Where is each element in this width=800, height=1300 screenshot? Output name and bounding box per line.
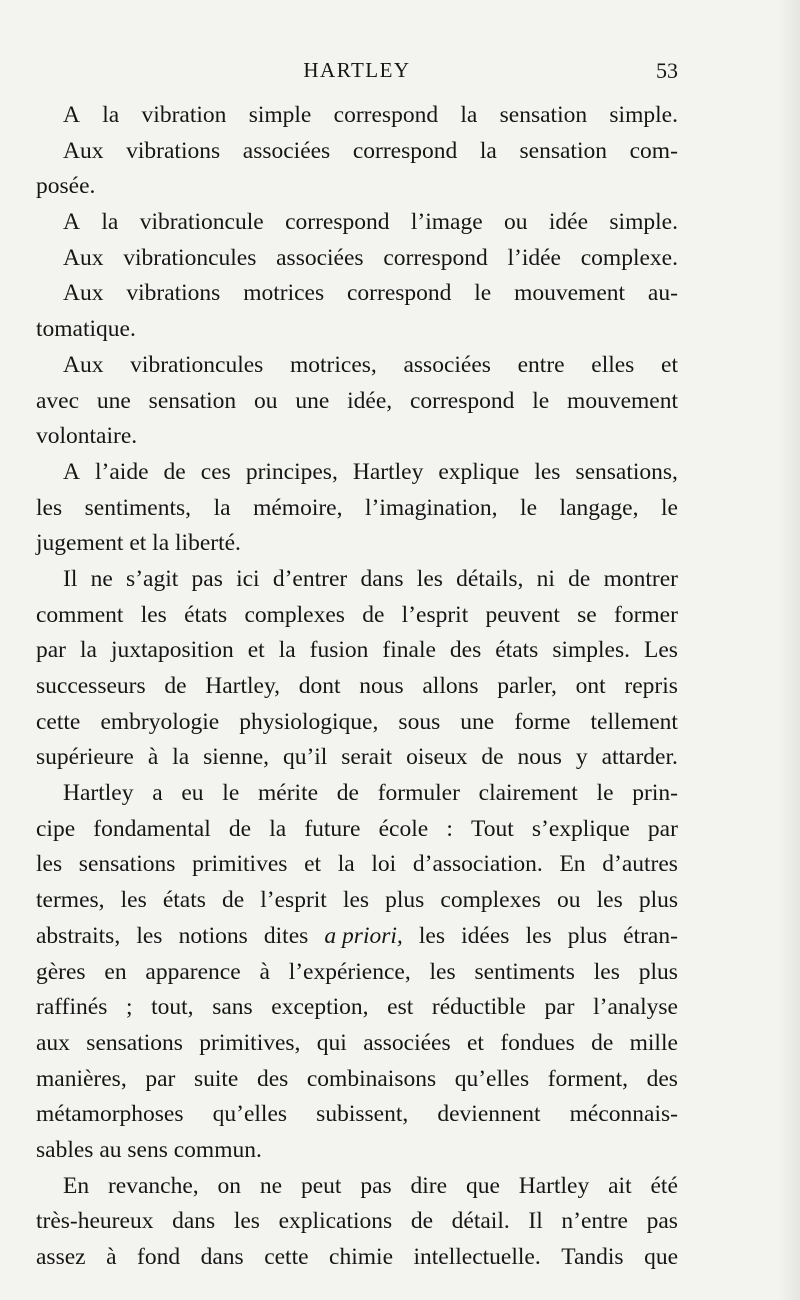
word: a priori,: [324, 922, 403, 949]
text-line: [36, 740, 678, 776]
text-line: [36, 1062, 678, 1098]
word: peuvent: [485, 601, 560, 628]
word: Les: [644, 637, 678, 664]
word: Tout: [470, 815, 514, 842]
running-head: [36, 58, 678, 94]
word: cette: [264, 1244, 309, 1270]
text-line: [36, 919, 678, 955]
word: liberté.: [175, 530, 241, 557]
word: de: [410, 1208, 434, 1235]
word: oiseux: [406, 744, 468, 771]
word: ni: [536, 565, 555, 592]
word: et: [661, 351, 678, 378]
word: apparence: [145, 958, 241, 985]
word: sienne,: [203, 744, 270, 771]
word: A: [63, 209, 80, 236]
text-line: [36, 169, 678, 205]
word: nous: [517, 744, 562, 771]
word: les: [36, 494, 63, 521]
word: Il: [63, 565, 78, 592]
text-line: [36, 812, 678, 848]
word: A: [63, 102, 80, 128]
word: que: [465, 1172, 500, 1199]
word: fusion: [309, 637, 369, 664]
word: la: [102, 102, 120, 128]
word: de: [228, 815, 252, 842]
word: mouvement: [567, 387, 678, 414]
text-line: [36, 883, 678, 919]
word: qui: [316, 1029, 347, 1056]
word: plus: [385, 887, 425, 914]
word: par: [647, 815, 678, 842]
text-line: [36, 276, 678, 312]
text-line: [36, 955, 678, 991]
word: les: [525, 922, 552, 949]
word: Hartley: [352, 458, 424, 485]
word: l’analyse: [593, 994, 678, 1021]
word: principes,: [245, 458, 338, 485]
text-line: [36, 205, 678, 241]
word: états: [184, 601, 228, 628]
word: mérite: [258, 780, 319, 807]
word: repris: [624, 673, 678, 699]
word: états: [162, 887, 206, 914]
word: au-: [647, 280, 678, 307]
word: associées: [363, 1029, 451, 1056]
word: idée: [548, 209, 589, 236]
word: intellectuelle.: [413, 1244, 541, 1270]
word: de: [568, 565, 591, 592]
word: l’idée: [507, 244, 561, 271]
word: des: [449, 637, 482, 664]
text-line: [36, 669, 678, 705]
word: explique: [438, 458, 520, 485]
word: En: [63, 1172, 90, 1199]
word: simples.: [552, 637, 630, 664]
word: de: [591, 1029, 614, 1056]
word: a: [152, 780, 163, 807]
word: plus: [638, 958, 678, 985]
word: correspond: [285, 209, 390, 236]
word: tomatique.: [36, 316, 136, 343]
word: posée.: [36, 173, 96, 200]
word: primitives,: [199, 1029, 301, 1056]
text-line: [36, 348, 678, 384]
word: jugement: [36, 530, 124, 557]
word: et: [304, 851, 322, 878]
word: pas: [360, 1172, 392, 1199]
word: qu’elles: [212, 1101, 288, 1128]
word: par: [544, 994, 575, 1021]
word: assez: [36, 1244, 86, 1270]
word: la: [213, 494, 231, 521]
word: on: [217, 1172, 242, 1199]
word: com-: [629, 137, 678, 164]
word: primitives: [192, 851, 288, 878]
text-line: [36, 847, 678, 883]
text-line: [36, 1169, 678, 1205]
text-line: [36, 1240, 678, 1276]
word: ces: [200, 458, 231, 485]
word: de: [163, 458, 186, 485]
text-line: [36, 776, 678, 812]
word: correspond: [333, 102, 439, 128]
word: suite: [193, 1065, 239, 1092]
word: pas: [646, 1208, 678, 1235]
word: des: [256, 1065, 289, 1092]
word: comment: [36, 601, 124, 628]
word: l’esprit: [401, 601, 469, 628]
word: entre: [517, 351, 565, 378]
word: Tandis: [561, 1244, 624, 1270]
word: l’image: [410, 209, 483, 236]
word: tout,: [151, 994, 194, 1021]
word: cette: [36, 708, 81, 735]
word: cipe: [36, 815, 76, 842]
word: au: [99, 1136, 122, 1163]
word: l’esprit: [260, 887, 327, 914]
word: Hartley,: [205, 673, 281, 699]
word: complexes: [440, 887, 541, 914]
word: la: [101, 209, 119, 236]
word: idées: [461, 922, 510, 949]
word: plus: [638, 887, 678, 914]
word: sens: [127, 1136, 168, 1163]
word: attarder.: [601, 744, 678, 771]
word: vibrations: [126, 137, 221, 164]
word: fond: [137, 1244, 181, 1270]
word: ou: [557, 887, 581, 914]
word: les: [418, 922, 446, 949]
word: langage,: [559, 494, 639, 521]
word: future: [304, 815, 361, 842]
word: l’expérience,: [288, 958, 411, 985]
text-line: [36, 384, 678, 420]
word: associées: [403, 351, 491, 378]
word: une: [460, 708, 495, 735]
word: des: [646, 1065, 678, 1092]
word: avec: [36, 387, 80, 414]
word: sentiments,: [84, 494, 192, 521]
word: parler,: [497, 673, 557, 699]
word: serait: [341, 744, 393, 771]
text-line: [36, 312, 678, 348]
word: dans: [172, 1208, 216, 1235]
word: en: [104, 958, 127, 985]
word: prin-: [632, 780, 678, 807]
word: Hartley: [63, 780, 134, 807]
word: le: [532, 387, 550, 414]
word: nous: [359, 673, 404, 699]
word: le: [520, 494, 538, 521]
word: Aux: [63, 137, 104, 164]
word: complexe.: [580, 244, 678, 271]
word: à: [106, 1244, 117, 1270]
word: sensation: [148, 387, 237, 414]
word: dont: [298, 673, 341, 699]
word: que: [644, 1244, 678, 1270]
word: à: [259, 958, 270, 985]
word: les: [342, 887, 370, 914]
word: correspond: [409, 387, 515, 414]
text-line: [36, 705, 678, 741]
word: ne: [259, 1172, 283, 1199]
word: de: [221, 887, 245, 914]
word: embryologie: [100, 708, 220, 735]
text-line: [36, 491, 678, 527]
word: de: [362, 601, 385, 628]
word: sans: [212, 994, 253, 1021]
word: correspond: [352, 137, 458, 164]
word: dans: [200, 1244, 244, 1270]
word: de: [164, 673, 187, 699]
text-line: [36, 633, 678, 669]
word: fondamental: [93, 815, 211, 842]
word: et: [247, 637, 265, 664]
word: le: [222, 780, 240, 807]
word: la: [80, 637, 97, 664]
word: la: [460, 102, 478, 128]
text-line: [36, 598, 678, 634]
word: formuler: [377, 780, 460, 807]
word: les: [233, 1208, 260, 1235]
word: sensations: [86, 1029, 183, 1056]
word: dire: [410, 1172, 448, 1199]
text-line: [36, 1133, 678, 1169]
word: sous: [398, 708, 441, 735]
word: une: [96, 387, 131, 414]
word: montrer: [603, 565, 678, 592]
word: est: [387, 994, 414, 1021]
word: les: [429, 958, 456, 985]
word: par: [36, 637, 67, 664]
word: associées: [276, 244, 364, 271]
word: Aux: [63, 280, 104, 307]
word: et: [129, 530, 147, 557]
word: y: [575, 744, 588, 771]
body-text: [36, 98, 678, 1276]
word: simple.: [609, 102, 678, 128]
word: forme: [514, 708, 571, 735]
word: méconnais-: [569, 1101, 678, 1128]
word: allons: [422, 673, 479, 699]
word: sentiments: [474, 958, 575, 985]
word: raffinés: [36, 994, 108, 1021]
word: le: [661, 494, 678, 521]
word: Il: [528, 1208, 543, 1235]
word: pas: [191, 565, 223, 592]
word: supérieure: [36, 744, 134, 771]
word: motrices: [243, 280, 325, 307]
text-line: [36, 241, 678, 277]
word: les: [120, 887, 147, 914]
text-line: [36, 134, 678, 170]
word: d’entrer: [272, 565, 348, 592]
word: finale: [382, 637, 436, 664]
word: aux: [36, 1029, 70, 1056]
word: commun.: [173, 1136, 262, 1163]
word: eu: [181, 780, 204, 807]
word: successeurs: [36, 673, 146, 699]
word: abstraits,: [36, 922, 121, 949]
word: peut: [300, 1172, 342, 1199]
word: états: [495, 637, 539, 664]
word: tellement: [590, 708, 678, 735]
word: les: [593, 958, 620, 985]
word: explications: [278, 1208, 393, 1235]
word: été: [650, 1172, 678, 1199]
word: physiologique,: [239, 708, 379, 735]
running-title: HARTLEY: [303, 58, 411, 82]
word: sensations: [78, 851, 176, 878]
word: sables: [36, 1136, 94, 1163]
word: et: [466, 1029, 484, 1056]
word: Aux: [63, 244, 104, 271]
word: sensation: [499, 102, 588, 128]
word: qu’il: [282, 744, 328, 771]
word: En: [559, 851, 586, 878]
word: école: [378, 815, 429, 842]
word: par: [145, 1065, 176, 1092]
word: les: [534, 458, 561, 485]
word: combinaisons: [306, 1065, 437, 1092]
word: vibration: [141, 102, 227, 128]
word: volontaire.: [36, 423, 138, 450]
word: d’autres: [602, 851, 678, 878]
word: ici: [236, 565, 260, 592]
word: détail.: [451, 1208, 510, 1235]
word: le: [474, 280, 492, 307]
word: ou: [504, 209, 528, 236]
word: Aux: [63, 351, 104, 378]
word: très-heureux: [36, 1208, 154, 1235]
word: ne: [90, 565, 113, 592]
word: n’entre: [561, 1208, 628, 1235]
word: plus: [567, 922, 607, 949]
word: former: [614, 601, 678, 628]
word: la: [278, 637, 296, 664]
word: simple.: [609, 209, 678, 236]
word: subissent,: [316, 1101, 409, 1128]
word: :: [446, 815, 453, 842]
word: étran-: [623, 922, 678, 949]
word: la: [269, 815, 287, 842]
word: détails,: [456, 565, 524, 592]
word: exception,: [271, 994, 369, 1021]
word: de: [481, 744, 504, 771]
word: gères: [36, 958, 86, 985]
word: s’explique: [531, 815, 630, 842]
word: associées: [242, 137, 331, 164]
word: fondues: [500, 1029, 575, 1056]
word: vibrationcule: [139, 209, 264, 236]
text-line: [36, 1097, 678, 1133]
word: métamorphoses: [36, 1101, 184, 1128]
text-line: [36, 990, 678, 1026]
text-line: [36, 562, 678, 598]
word: s’agit: [126, 565, 179, 592]
word: les: [596, 887, 623, 914]
word: les: [136, 922, 163, 949]
word: mouvement: [514, 280, 626, 307]
word: les: [36, 851, 63, 878]
word: dites: [263, 922, 309, 949]
word: d’association.: [412, 851, 543, 878]
word: dans: [360, 565, 404, 592]
word: qu’elles: [454, 1065, 530, 1092]
word: se: [577, 601, 597, 628]
word: réductible: [431, 994, 526, 1021]
word: l’aide: [95, 458, 149, 485]
text-line: [36, 1204, 678, 1240]
word: notions: [178, 922, 248, 949]
word: forment,: [547, 1065, 628, 1092]
word: revanche,: [107, 1172, 199, 1199]
word: Hartley: [518, 1172, 590, 1199]
word: manières,: [36, 1065, 127, 1092]
word: les: [140, 601, 167, 628]
word: termes,: [36, 887, 105, 914]
word: loi: [371, 851, 397, 878]
word: chimie: [329, 1244, 393, 1270]
text-line: [36, 455, 678, 491]
word: mémoire,: [253, 494, 343, 521]
text-line: [36, 1026, 678, 1062]
page-number: 53: [656, 58, 678, 83]
word: la: [172, 744, 190, 771]
word: à: [147, 744, 159, 771]
word: mille: [629, 1029, 678, 1056]
word: l’imagination,: [365, 494, 498, 521]
word: complexes: [244, 601, 345, 628]
word: deviennent: [437, 1101, 541, 1128]
word: elles: [591, 351, 635, 378]
word: motrices,: [290, 351, 377, 378]
word: correspond: [346, 280, 452, 307]
word: la: [479, 137, 497, 164]
word: vibrationcules: [123, 244, 257, 271]
word: vibrationcules: [130, 351, 264, 378]
word: ont: [575, 673, 606, 699]
word: vibrations: [126, 280, 221, 307]
word: ou: [253, 387, 278, 414]
word: de: [336, 780, 359, 807]
word: le: [596, 780, 614, 807]
word: la: [152, 530, 170, 557]
text-line: [36, 526, 678, 562]
text-line: [36, 98, 678, 134]
word: une: [295, 387, 330, 414]
word: idée,: [347, 387, 393, 414]
word: ;: [125, 994, 133, 1021]
text-line: [36, 419, 678, 455]
word: sensations,: [575, 458, 678, 485]
word: la: [337, 851, 355, 878]
word: simple: [248, 102, 312, 128]
word: A: [63, 458, 80, 485]
word: correspond: [383, 244, 488, 271]
word: juxtaposition: [110, 637, 234, 664]
word: ait: [608, 1172, 632, 1199]
word: sensation: [519, 137, 607, 164]
word: clairement: [478, 780, 578, 807]
word: les: [416, 565, 443, 592]
page-edge-shadow: [778, 0, 800, 1300]
